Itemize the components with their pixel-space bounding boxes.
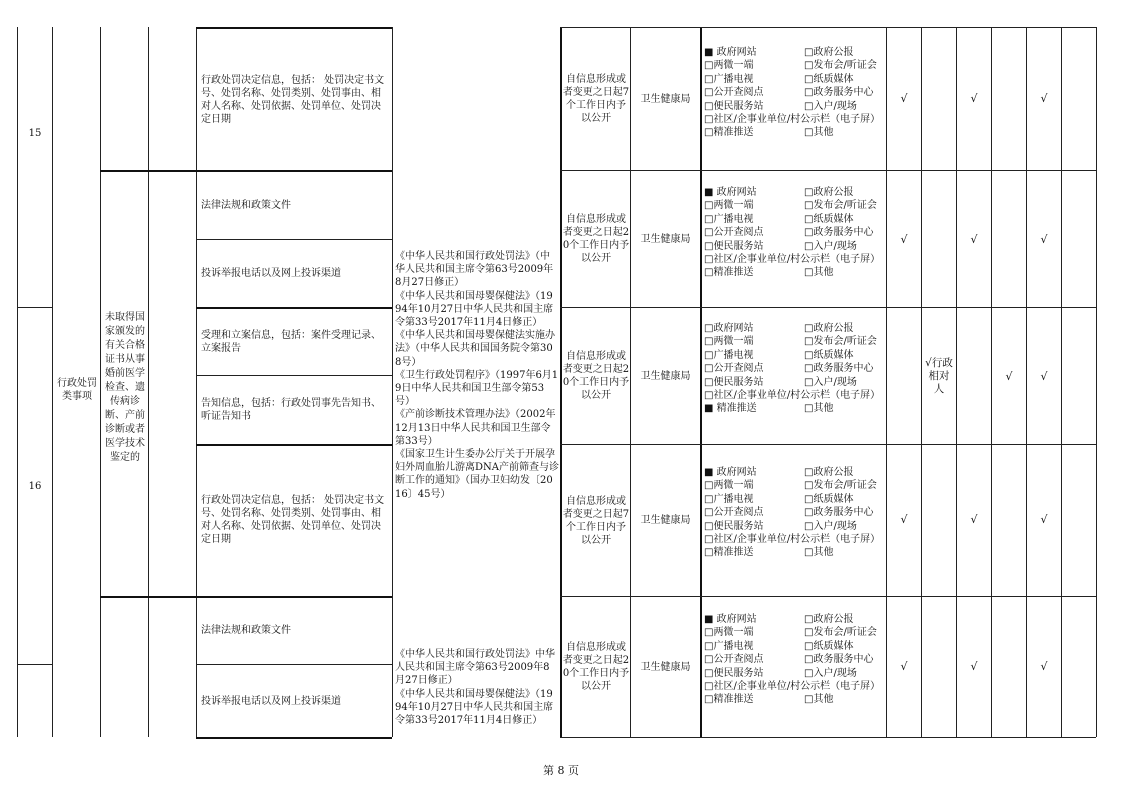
channel-option: □广播电视 xyxy=(704,349,754,361)
channel-option: □入户/现场 xyxy=(804,240,857,252)
channel-option: □两微一端 xyxy=(704,60,754,72)
channel-option: □其他 xyxy=(804,694,834,706)
check-mark: √ xyxy=(1040,233,1048,246)
disclosure-item: 投诉举报电话以及网上投诉渠道 xyxy=(201,695,341,707)
disclosure-item: 投诉举报电话以及网上投诉渠道 xyxy=(201,268,341,279)
channel-option: □精准推送 xyxy=(704,547,754,559)
row-number: 15 xyxy=(28,127,42,139)
disclosure-item: 法律法规和政策文件 xyxy=(201,199,291,211)
channel-option: □其他 xyxy=(804,127,834,139)
channel-option: □社区/企事业单位/村公示栏（电子屏） xyxy=(704,390,881,402)
channel-option: □纸质媒体 xyxy=(804,213,854,225)
channel-option: □发布会/听证会 xyxy=(804,480,877,492)
channel-option: □其他 xyxy=(804,267,834,279)
grid-line xyxy=(1061,27,1062,737)
check-mark: √ xyxy=(1040,660,1048,673)
grid-line xyxy=(196,737,392,739)
channel-option: □政务服务中心 xyxy=(804,507,874,519)
disclosure-time: 自信息形成或者变更之日起7个工作日内予以公开 xyxy=(562,495,630,546)
channel-option: □政务服务中心 xyxy=(804,227,874,239)
page-number: 第 8 页 xyxy=(543,764,579,777)
channel-option: □其他 xyxy=(804,403,834,415)
check-mark: √ xyxy=(900,233,908,246)
target-party: √行政相对人 xyxy=(925,356,953,395)
row-number: 16 xyxy=(28,480,42,492)
grid-line xyxy=(1096,27,1097,737)
channel-list xyxy=(704,613,886,707)
channel-option: □其他 xyxy=(804,547,834,559)
agency: 卫生健康局 xyxy=(640,370,691,382)
disclosure-item: 法律法规和政策文件 xyxy=(201,625,291,636)
channel-option: □广播电视 xyxy=(704,73,754,85)
channel-option: □社区/企事业单位/村公示栏（电子屏） xyxy=(704,114,881,126)
agency: 卫生健康局 xyxy=(640,661,691,673)
check-mark: √ xyxy=(900,513,908,526)
grid-line xyxy=(700,27,702,737)
channel-list xyxy=(704,322,886,416)
subject: 未取得国家颁发的有关合格证书从事婚前医学检查、遗传病诊断、产前诊断或者医学技术鉴定的 xyxy=(105,312,145,463)
agency: 卫生健康局 xyxy=(640,515,691,526)
channel-option: ■ 政府网站 xyxy=(704,614,757,625)
grid-line xyxy=(956,27,957,737)
channel-option: □发布会/听证会 xyxy=(804,336,877,348)
channel-option: □纸质媒体 xyxy=(804,73,854,85)
channel-option: □政府公报 xyxy=(804,614,854,625)
channel-option: □便民服务站 xyxy=(704,240,764,252)
disclosure-time: 自信息形成或者变更之日起20个工作日内予以公开 xyxy=(562,214,630,264)
check-mark: √ xyxy=(970,233,978,246)
channel-option: □精准推送 xyxy=(704,267,754,279)
channel-list xyxy=(704,46,886,140)
disclosure-time: 自信息形成或者变更之日起20个工作日内予以公开 xyxy=(562,642,630,692)
category: 行政处罚类事项 xyxy=(57,378,97,402)
channel-option: □公开查阅点 xyxy=(704,654,764,666)
grid-line xyxy=(100,27,101,737)
check-mark: √ xyxy=(970,660,978,673)
channel-option: □便民服务站 xyxy=(704,667,764,679)
check-mark: √ xyxy=(1040,92,1048,105)
channel-option: □政府公报 xyxy=(804,323,854,334)
channel-option: □公开查阅点 xyxy=(704,363,764,375)
grid-line xyxy=(560,737,1096,738)
grid-line xyxy=(196,27,392,29)
channel-option: □两微一端 xyxy=(704,200,754,212)
channel-option: □公开查阅点 xyxy=(704,507,764,519)
channel-option: □政府网站 xyxy=(704,323,754,334)
check-mark: √ xyxy=(970,513,978,526)
channel-option: □纸质媒体 xyxy=(804,349,854,361)
agency: 卫生健康局 xyxy=(640,93,691,105)
grid-line xyxy=(17,664,52,665)
channel-option: □政务服务中心 xyxy=(804,87,874,99)
legal-basis: 《中华人民共和国行政处罚法》中华人民共和国主席令第63号2009年8月27日修正） 《中华人民共和国母婴保健法》（1994年10月27日中华人民共和国主席令第33号2017年11月4日修正） xyxy=(395,649,555,727)
channel-option: ■ 政府网站 xyxy=(704,47,757,58)
legal-basis: 《中华人民共和国行政处罚法》（中华人民共和国主席令第63号2009年8月27日修正） 《中华人民共和国母婴保健法》（1994年10月27日中华人民共和国主席令第33号2017年11月4日修正） 《中华人民共和国母婴保健法实施办法》（中华人民共和国国务院令第308号） 《卫生行政处罚程序》（1997年6月19日中华人民共和国卫生部令第53号） 《产前诊断技术管理办法》（2002年12月13日中华人民共和国卫生部令第33号） 《国家卫生计生委办公厅关于开展孕妇外周血胎儿游离DNA产前筛查与诊断工作的通知》（国办卫妇幼发〔2016〕45号） xyxy=(395,251,559,500)
channel-list xyxy=(704,466,886,560)
channel-option: □入户/现场 xyxy=(804,667,857,679)
channel-option: □发布会/听证会 xyxy=(804,627,877,639)
channel-list xyxy=(704,186,886,280)
channel-option: □纸质媒体 xyxy=(804,493,854,505)
check-mark: √ xyxy=(1040,513,1048,526)
channel-option: □入户/现场 xyxy=(804,100,857,112)
channel-option: □政府公报 xyxy=(804,47,854,58)
channel-option: □社区/企事业单位/村公示栏（电子屏） xyxy=(704,534,881,546)
channel-option: □广播电视 xyxy=(704,213,754,225)
disclosure-item: 告知信息，包括：行政处罚事先告知书、听证告知书 xyxy=(201,398,381,422)
channel-option: □广播电视 xyxy=(704,640,754,652)
channel-option: □纸质媒体 xyxy=(804,640,854,652)
channel-option: ■ 政府网站 xyxy=(704,187,757,198)
check-mark: √ xyxy=(970,92,978,105)
grid-line xyxy=(196,444,392,446)
channel-option: □社区/企事业单位/村公示栏（电子屏） xyxy=(704,254,881,266)
channel-option: □发布会/听证会 xyxy=(804,60,877,72)
check-mark: √ xyxy=(1005,370,1013,383)
channel-option: □公开查阅点 xyxy=(704,227,764,239)
disclosure-time: 自信息形成或者变更之日起7个工作日内予以公开 xyxy=(562,74,630,124)
grid-line xyxy=(148,27,149,737)
grid-line xyxy=(921,27,922,737)
channel-option: □便民服务站 xyxy=(704,376,764,388)
channel-option: □政务服务中心 xyxy=(804,654,874,666)
channel-option: ■ 政府网站 xyxy=(704,467,757,478)
channel-option: □精准推送 xyxy=(704,694,754,706)
channel-option: □两微一端 xyxy=(704,480,754,492)
grid-line xyxy=(886,27,887,737)
channel-option: □两微一端 xyxy=(704,336,754,348)
channel-option: □便民服务站 xyxy=(704,100,764,112)
check-mark: √ xyxy=(900,660,908,673)
channel-option: □入户/现场 xyxy=(804,520,857,532)
disclosure-time: 自信息形成或者变更之日起20个工作日内予以公开 xyxy=(562,351,630,401)
channel-option: □便民服务站 xyxy=(704,520,764,532)
channel-option: □政府公报 xyxy=(804,467,854,478)
disclosure-item: 行政处罚决定信息，包括： 处罚决定书文号、处罚名称、处罚类别、处罚事由、相对人名称、处罚依据、处罚单位、处罚决定日期 xyxy=(201,75,385,125)
channel-option: □入户/现场 xyxy=(804,376,857,388)
check-mark: √ xyxy=(1040,370,1048,383)
agency: 卫生健康局 xyxy=(640,233,691,245)
channel-option: □广播电视 xyxy=(704,493,754,505)
channel-option: □精准推送 xyxy=(704,127,754,139)
channel-option: □社区/企事业单位/村公示栏（电子屏） xyxy=(704,681,881,693)
check-mark: √ xyxy=(900,92,908,105)
channel-option: □两微一端 xyxy=(704,627,754,639)
channel-option: □政府公报 xyxy=(804,187,854,198)
disclosure-item: 行政处罚决定信息，包括： 处罚决定书文号、处罚名称、处罚类别、处罚事由、相对人名称、处罚依据、处罚单位、处罚决定日期 xyxy=(201,495,385,545)
channel-option: □政务服务中心 xyxy=(804,363,874,375)
grid-line xyxy=(52,27,53,737)
channel-option: □公开查阅点 xyxy=(704,87,764,99)
channel-option: ■ 精准推送 xyxy=(704,403,757,415)
disclosure-item: 受理和立案信息，包括：案件受理记录、立案报告 xyxy=(201,330,381,354)
channel-option: □发布会/听证会 xyxy=(804,200,877,212)
grid-line xyxy=(392,27,393,737)
